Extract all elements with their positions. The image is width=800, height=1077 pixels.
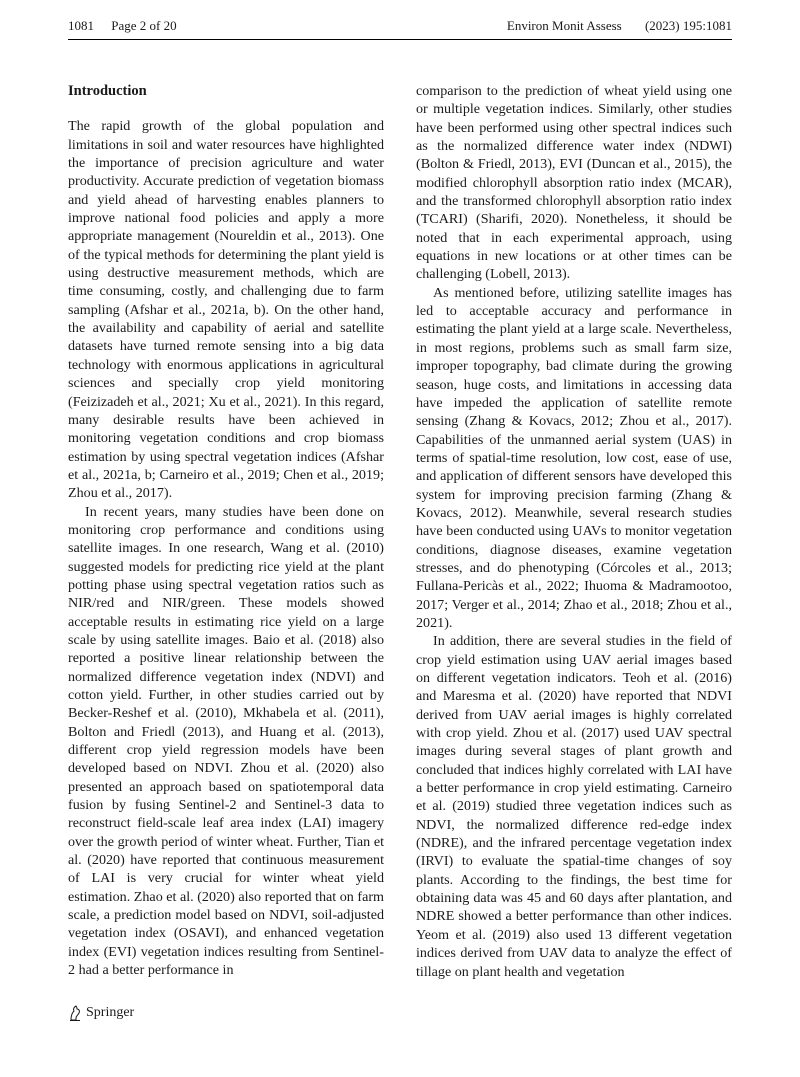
paragraph: comparison to the prediction of wheat yield using one or multiple vegetation indices. Similarly, other studies have been performed using other spectral indices such as the normalized difference water index (NDWI) (Bolton & Friedl, 2013), EVI (Duncan et al., 2015), the modified chlorophyll absorption ratio index (MCAR), and the transformed chlorophyll absorption ratio index (TCARI) (Sharifi, 2020). Nonetheless, it should be noted that in each experimental approach, using equations in new locations or at other times can be challenging (Lobell, 2013).	[416, 83, 732, 283]
paragraph: The rapid growth of the global population and limitations in soil and water resources have highlighted the importance of precision agriculture and water productivity. Accurate prediction of vegetation biomass and yield ahead of harvesting enables planners to improve national food policies and apply a more appropriate management (Noureldin et al., 2013). One of the typical methods for determining the plant yield is using destructive measurement methods, which are time consuming, costly, and challenging due to farm sampling (Afshar et al., 2021a, b). On the other hand, the availability and capability of aerial and satellite datasets have turned remote sensing into a big data technology with enormous applications in agricultural sciences and specially crop yield monitoring (Feizizadeh et al., 2021; Xu et al., 2021). In this regard, many desirable results have been achieved in monitoring vegetation conditions and crop biomass estimation by using spectral vegetation indices (Afshar et al., 2021a, b; Carneiro et al., 2019; Chen et al., 2019; Zhou et al., 2017).	[68, 118, 384, 502]
paragraph: As mentioned before, utilizing satellite images has led to acceptable accuracy and performance in estimating the plant yield at a large scale. Nevertheless, in most regions, problems such as small farm size, improper topography, bad climate during the growing season, huge costs, and limitations in accessing data have impeded the application of satellite remote sensing (Zhang & Kovacs, 2012; Zhou et al., 2017). Capabilities of the unmanned aerial system (UAS) in terms of spatial-time resolution, low cost, ease of use, and application of different sensors have developed this system for improving precision farming (Zhang & Kovacs, 2012). Meanwhile, several research studies have been conducted using UAVs to monitor vegetation conditions, diagnose diseases, examine vegetation stresses, and do phenotyping (Córcoles et al., 2013; Fullana-Pericàs et al., 2022; Ihuoma & Madramootoo, 2017; Verger et al., 2014; Zhao et al., 2018; Zhou et al., 2021).	[416, 284, 732, 631]
page-header	[68, 18, 732, 40]
page-footer	[68, 1003, 134, 1023]
right-column	[416, 82, 732, 981]
paragraph: In addition, there are several studies in the field of crop yield estimation using UAV aerial images based on different vegetation indicators. Teoh et al. (2016) and Maresma et al. (2020) have reported that NDVI derived from UAV aerial images is highly correlated with crop yield. Zhou et al. (2017) used UAV spectral images during several stages of plant growth and concluded that indices highly correlated with LAI have a better performance in crop yield estimating. Carneiro et al. (2019) studied three vegetation indices such as NDVI, the normalized difference red-edge index (NDRE), and the infrared percentage vegetation index (IRVI) to evaluate the spatial-time changes of soy plants. According to the findings, the best time for obtaining data was 45 and 60 days after plantation, and NDRE showed a better performance than other indices. Yeom et al. (2019) also used 13 different vegetation indices derived from UAV data to analyze the effect of tillage on plant health and vegetation	[416, 633, 732, 980]
article-number: 1081	[68, 18, 94, 33]
springer-horse-icon	[68, 1004, 82, 1022]
header-left	[68, 18, 191, 34]
paragraph: In recent years, many studies have been done on monitoring crop performance and conditions using satellite images. In one research, Wang et al. (2010) suggested models for predicting rice yield at the plant potting phase using spectral vegetation ratios such as NIR/red and NIR/green. These models showed acceptable results in estimating rice yield on a large scale by using satellite images. Baio et al. (2018) also reported a positive linear relationship between the normalized difference vegetation index (NDVI) and cotton yield. Further, in other studies carried out by Becker-Reshef et al. (2010), Mkhabela et al. (2011), Bolton and Friedl (2013), and Huang et al. (2013), different crop yield regression models have been developed based on NDVI. Zhou et al. (2020) also presented an approach based on spatiotemporal data fusion by fusing Sentinel-2 and Sentinel-3 data to reconstruct field-scale leaf area index (LAI) imagery over the growth period of winter wheat. Further, Tian et al. (2020) have reported that continuous measurement of LAI is very crucial for winter wheat yield estimation. Zhao et al. (2020) also reported that on farm scale, a prediction model based on NDVI, soil-adjusted vegetation index (OSAVI), and enhanced vegetation index (EVI) vegetation indices resulting from Sentinel-2 had a better performance in	[68, 503, 384, 979]
citation: (2023) 195:1081	[644, 18, 732, 33]
page-label: Page 2 of 20	[111, 18, 177, 33]
publisher-name: Springer	[86, 1005, 135, 1020]
journal-name: Environ Monit Assess	[506, 18, 622, 33]
left-column	[68, 82, 384, 980]
header-rule	[68, 39, 732, 40]
header-right	[487, 18, 732, 34]
section-title: Introduction	[68, 83, 147, 99]
